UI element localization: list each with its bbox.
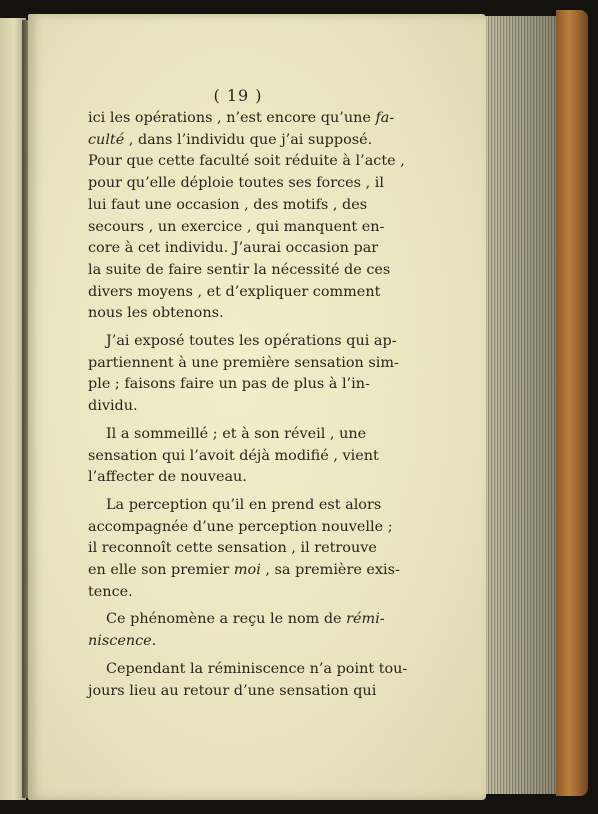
italic-run: moi	[233, 562, 261, 579]
text-run: dividu.	[88, 398, 138, 415]
text-run: La perception qu’il en prend est alors	[106, 496, 382, 513]
text-line	[88, 195, 388, 217]
italic-run: niscence	[88, 633, 152, 650]
text-line	[88, 303, 388, 325]
text-line	[88, 609, 388, 631]
paragraph	[88, 108, 405, 325]
text-line	[88, 446, 388, 468]
text-line	[88, 538, 388, 560]
text-line	[88, 560, 400, 582]
text-run: pour qu’elle déploie toutes ses forces , il	[88, 175, 384, 192]
text-run: core à cet individu. J’aurai occasion par	[88, 240, 379, 257]
text-run: .	[151, 633, 157, 650]
text-run: lui faut une occasion , des motifs , des	[88, 196, 368, 213]
text-line	[88, 659, 408, 681]
italic-run: rémi-	[346, 611, 385, 628]
text-run: Pour que cette faculté soit réduite à l’acte ,	[88, 153, 405, 170]
page-text	[88, 86, 408, 702]
text-run: l’affecter de nouveau.	[88, 469, 247, 486]
text-run: sensation qui l’avoit déjà modifié , vient	[88, 447, 379, 464]
text-line	[88, 238, 388, 260]
paragraph	[88, 331, 399, 418]
text-run: accompagnée d’une perception nouvelle ;	[88, 518, 393, 535]
text-run: Il a sommeillé ; et à son réveil , une	[106, 425, 367, 442]
text-run: ici les opérations , n’est encore qu’une	[88, 110, 376, 126]
italic-run: fa-	[375, 110, 395, 126]
text-line	[88, 217, 388, 239]
page-stack-edges	[484, 16, 560, 794]
paragraph	[88, 495, 400, 604]
page-number: ( 19 )	[213, 86, 263, 105]
text-run: secours , un exercice , qui manquent en-	[88, 218, 385, 235]
text-line	[88, 130, 388, 152]
text-line	[88, 424, 388, 446]
text-line	[88, 582, 388, 604]
text-run: Ce phénomène a reçu le nom de	[106, 611, 347, 628]
paragraph	[88, 609, 388, 652]
text-run: divers moyens , et d’expliquer comment	[88, 283, 381, 300]
text-run: la suite de faire sentir la nécessité de ces	[88, 261, 391, 278]
text-line	[88, 467, 388, 489]
text-line	[88, 495, 388, 517]
text-line	[88, 681, 388, 703]
body-text	[88, 108, 408, 702]
text-run: il reconnoît cette sensation , il retrouve	[88, 540, 377, 557]
text-line	[88, 108, 395, 130]
text-line	[88, 374, 388, 396]
text-line	[88, 396, 388, 418]
text-run: tence.	[88, 583, 133, 600]
text-line	[88, 331, 397, 353]
text-run: ple ; faisons faire un pas de plus à l’in-	[88, 376, 370, 393]
text-run: jours lieu au retour d’une sensation qui	[88, 682, 377, 699]
text-line	[88, 517, 393, 539]
text-run: nous les obtenons.	[88, 305, 224, 322]
italic-run: culté	[88, 131, 125, 148]
text-line	[88, 260, 391, 282]
text-line	[88, 151, 405, 173]
paragraph	[88, 424, 388, 489]
text-line	[88, 353, 399, 375]
book-cover-edge	[556, 10, 588, 796]
text-line	[88, 631, 388, 653]
text-line	[88, 282, 388, 304]
paragraph	[88, 659, 408, 702]
text-run: partiennent à une première sensation sim-	[88, 354, 399, 371]
text-run: J’ai exposé toutes les opérations qui ap-	[106, 333, 397, 350]
text-run: , sa première exis-	[260, 562, 400, 579]
text-run: , dans l’individu que j’ai supposé.	[124, 131, 373, 148]
text-run: Cependant la réminiscence n’a point tou-	[106, 660, 408, 677]
text-line	[88, 173, 388, 195]
text-run: en elle son premier	[88, 562, 234, 579]
